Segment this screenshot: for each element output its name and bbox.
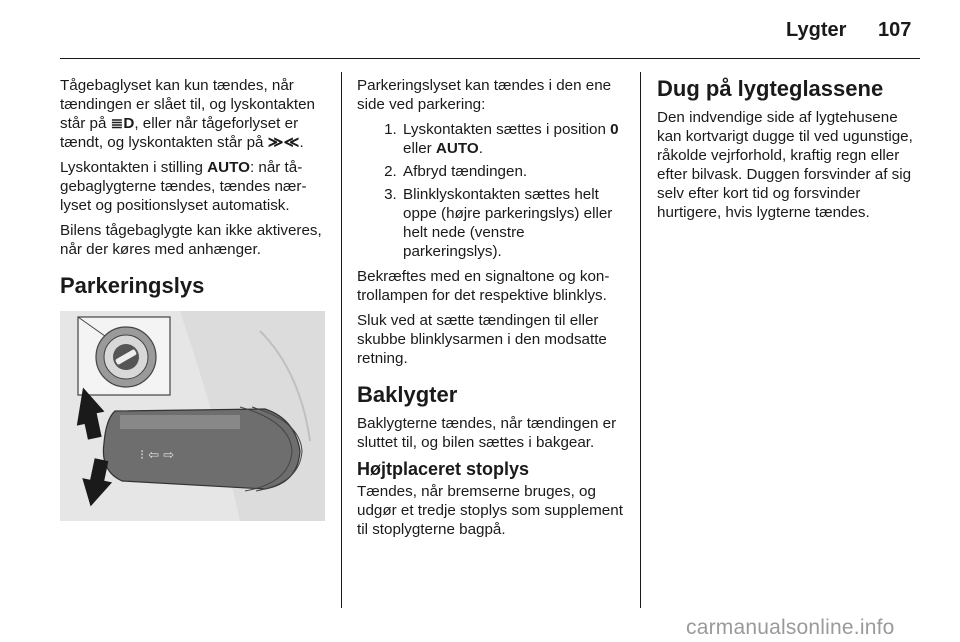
- list-item: 3. Blinklyskontakten sættes helt oppe (højre parkeringslys) eller helt nede (venstre parkeringslys).: [401, 185, 627, 261]
- text: Tågebaglyset kan kun tændes, når tændingen er slået til, og lyskontakten står på: [60, 77, 315, 132]
- front-fog-light-symbol: ≫≪: [267, 134, 300, 151]
- light-switch-illustration: [60, 311, 325, 521]
- text: : når tågebaglygterne tændes, tændes nærlyset og positionslyset automatisk.: [60, 159, 307, 214]
- text: Lyskontakten sættes i position: [403, 121, 611, 138]
- paragraph-condensation: Den indvendige side af lygtehusene kan kortvarigt dugge til ved ugunstige, råkolde vejrforhold, kraftig regn eller efter bilvask. Duggen forsvinder af sig selv efter kort tid og forsvinder hurtigere, hvis lygterne tændes.: [657, 109, 913, 221]
- paragraph-trailer: Bilens tågebaglygte kan ikke aktiveres, når der køres med anhænger.: [60, 222, 322, 258]
- text: Lyskontakten i stilling: [60, 159, 208, 176]
- page-number: 107: [878, 19, 912, 41]
- header-title: Lygter: [786, 19, 847, 41]
- paragraph-parking-intro: Parkeringslyset kan tændes i den ene side ved parkering:: [357, 77, 612, 113]
- list-item: 2. Afbryd tændingen.: [401, 162, 627, 181]
- column-2: [357, 76, 627, 545]
- heading-high-stop-light: Højtplaceret stoplys: [357, 459, 530, 479]
- heading-condensation: Dug på lygteglassene: [657, 76, 884, 101]
- paragraph-auto: [60, 158, 328, 215]
- rear-fog-light-symbol: ≣D: [110, 115, 135, 132]
- paragraph-high-stop-light: Tændes, når bremserne bruges, og udgør et tredje stoplys som supplement til stoplygterne bagpå.: [357, 483, 623, 538]
- heading-parking-lights: Parkeringslys: [60, 273, 205, 298]
- paragraph-confirm: Bekræftes med en signaltone og kontrollampen for det respektive blinklys.: [357, 268, 610, 304]
- svg-text:⁝ ⇦ ⇨: ⁝ ⇦ ⇨: [140, 448, 175, 463]
- text: .: [478, 140, 483, 157]
- position-zero-label: 0: [610, 121, 619, 138]
- watermark: carmanualsonline.info: [686, 616, 895, 639]
- parking-steps-list: [357, 120, 627, 261]
- paragraph-reversing: Baklygterne tændes, når tændingen er sluttet til, og bilen sættes i bakgear.: [357, 415, 617, 451]
- text: , eller når tågeforlyset er tændt, og lyskontakten står på: [60, 115, 299, 151]
- text: .: [299, 134, 304, 151]
- paragraph-fog-light: [60, 76, 328, 152]
- auto-label: AUTO: [207, 159, 250, 176]
- auto-label: AUTO: [435, 140, 479, 157]
- column-divider-2: [640, 72, 641, 608]
- header-rule: [60, 58, 920, 59]
- text: eller: [403, 140, 436, 157]
- paragraph-off: Sluk ved at sætte tændingen til eller skubbe blinklysarmen i den modsatte retning.: [357, 312, 607, 367]
- column-1: [60, 76, 328, 521]
- column-divider-1: [341, 72, 342, 608]
- column-3: [657, 76, 923, 228]
- heading-reversing-lights: Baklygter: [357, 382, 458, 407]
- figure-light-switch-illustration: [60, 311, 325, 521]
- list-item: [401, 120, 627, 158]
